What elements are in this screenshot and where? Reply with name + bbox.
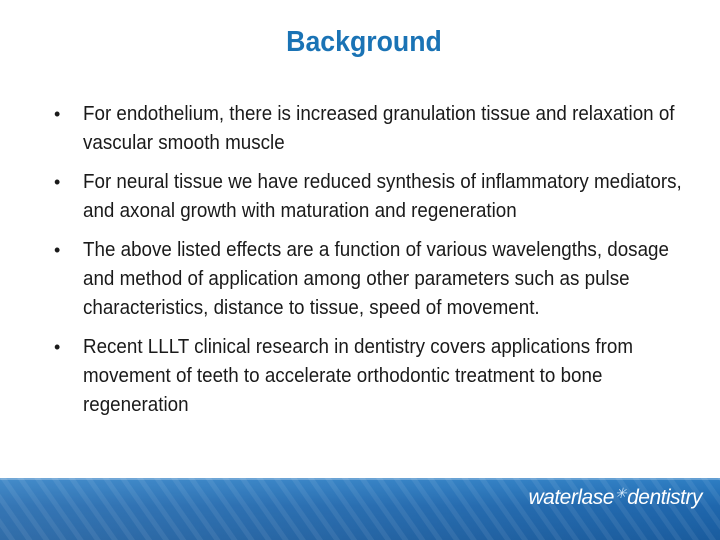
logo-text-left: waterlase bbox=[528, 486, 614, 509]
bullet-text: Recent LLLT clinical research in dentistry covers applications from movement of teeth to accelerate orthodontic treatment to bone regeneration bbox=[83, 336, 633, 416]
slide-title: Background bbox=[286, 26, 442, 58]
waterlase-dentistry-logo bbox=[529, 485, 703, 515]
logo-text-right: dentistry bbox=[627, 486, 702, 509]
bullet-text: For neural tissue we have reduced synthesis of inflammatory mediators, and axonal growth with maturation and regeneration bbox=[83, 171, 682, 222]
bullet-list bbox=[54, 100, 694, 430]
bullet-icon: • bbox=[54, 172, 61, 192]
bullet-icon: • bbox=[54, 240, 61, 260]
bullet-item bbox=[54, 168, 694, 226]
bullet-icon: • bbox=[54, 104, 61, 124]
logo-star-icon: ✳ bbox=[614, 485, 627, 501]
bullet-item bbox=[54, 236, 694, 323]
bullet-text: The above listed effects are a function of various wavelengths, dosage and method of application among other parameters such as pulse characteristics, distance to tissue, speed of movement. bbox=[83, 239, 669, 319]
bullet-icon: • bbox=[54, 337, 61, 357]
bullet-text: For endothelium, there is increased granulation tissue and relaxation of vascular smooth muscle bbox=[83, 103, 675, 154]
bullet-item bbox=[54, 333, 694, 420]
bullet-item bbox=[54, 100, 694, 158]
